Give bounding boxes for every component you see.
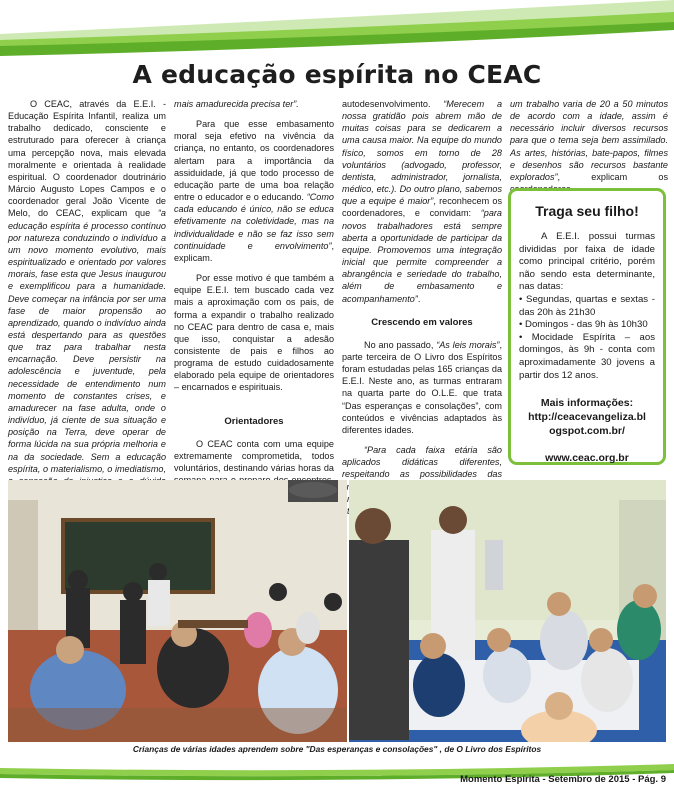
section-heading: Orientadores xyxy=(224,415,284,427)
text: autodesenvolvimento. xyxy=(342,99,444,109)
info-contact xyxy=(519,396,655,438)
text: . xyxy=(417,293,421,304)
quote: “Merecem a nossa gratidão pois abrem mão de muitas coisas para se dedicarem a uma causa maior. Na equipe do mundo físico, somos em torno de 28 voluntários (advogado, professor, dentista, administrador, jornalista, médico, etc.). Do outro plano, sabemos que a equipe é maior” xyxy=(342,99,503,207)
info-label: Mais informações: xyxy=(540,397,634,410)
quote: “a educação espírita é processo contínuo por natureza conduzindo o indivíduo a um novo momento evolutivo, mais espiritualizado e orientado por valores morais, fase esta que Jesus inaugurou e exemplificou para a humanidade. Deve começar na infância por ser uma fase de maior propensão ao aprendizado, quando o indivíduo ainda está despertando para as questões que traz para trabalhar nesta encarnação. Deve persistir na adolescência e juventude, pela necessidade de entendimento num momento de constantes crises, e amadurecer na fase adulta, onde o indivíduo, já ciente de sua situação e posição na Terra, deve operar de forma lúcida na sua própria melhoria e na da sociedade. Sem a educação espírita, o materialismo, o imediatismo, xyxy=(8,208,166,474)
text: , reconhecem os coordenadores, e convidam: xyxy=(342,196,503,219)
paragraph: Por esse motivo é que também a equipe E.E.I. tem buscado cada vez mais a aproximação com os pais, de forma a expandir o trabalho realizado no CEAC para dentro de casa e, mais que isso, conquistar a adesão consistente de pais e filhos ao programa de estudo cuidadosamente elaborado pela equipe de orientadores – encarnados e espirituais. xyxy=(174,273,334,393)
paragraph xyxy=(8,98,166,523)
paragraph xyxy=(174,118,334,264)
classroom-photo-left xyxy=(8,480,347,742)
classroom-photo-right xyxy=(349,480,666,742)
text: O CEAC, através da E.E.I. - Educação Espírita Infantil, realiza um trabalho dedicado, consciente e estruturado para oferecer à criança uma percepção nova, mais elevada moralmente e orientada à realidade espiritual. O coordenador doutrinário Márcio Augusto Lopes Campos e o coordenador geral João Vicente de Melo, do CEAC, explicam que xyxy=(8,99,166,219)
info-intro: A E.E.I. possui turmas divididas por faixa de idade como principal critério, porém não sendo esta determinante, nas datas: xyxy=(519,231,655,293)
photo-caption: Crianças de várias idades aprendem sobre "Das esperanças e consolações" , de O Livro dos Espíritos xyxy=(132,744,542,754)
paragraph: “Para cada faixa etária são aplicados didáticas diferentes, respeitando as possibilidades das xyxy=(342,445,502,480)
text: No ano passado, xyxy=(364,339,437,350)
text: , parte terceira de O Livro dos Espíritos foram estudadas pelas 165 crianças da E.E.I. Neste ano, as turmas entraram na quarta parte do O.L.E. que trata “Das esperanças e consolações”, com conteúdos e vivências adaptados às diferentes idades. xyxy=(342,339,502,435)
info-box-text xyxy=(519,231,655,382)
schedule-item: • Mocidade Espírita – aos domingos, às 9h - conta com aproximadamente 30 jovens a partir dos 12 anos. xyxy=(519,331,655,381)
paragraph: O CEAC conta com uma equipe extremamente comprometida, todos voluntários, destinando várias horas da xyxy=(174,438,334,474)
quote: “As leis morais” xyxy=(436,339,500,350)
quote: mais amadurecida precisa ter”. xyxy=(174,99,299,109)
paragraph xyxy=(174,98,334,110)
quote: “Como cada educando é único, não se educa efetivamente na coletividade, mas na individualidade e não se faz isso sem continuidade e envolvimento” xyxy=(174,192,334,251)
page-footer: Momento Espírita - Setembro de 2015 - Pág. 9 xyxy=(460,774,666,785)
blog-link[interactable]: http://ceacevangeliza.blogspot.com.br/ xyxy=(528,411,646,438)
text: , explicam. xyxy=(174,240,334,263)
quote: um trabalho varia de 20 a 50 minutos de acordo com a idade, assim é necessário incluir diversos recursos para que o tema seja bem assimilado. As artes, histórias, bate-papos, filmes e desenhos são recursos bastante explorados” xyxy=(510,99,668,182)
header-band xyxy=(0,0,674,56)
schedule-item: • Segundas, quartas e sextas - das 20h às 21h30 xyxy=(519,293,655,318)
website-link[interactable]: www.ceac.org.br xyxy=(545,452,629,465)
article-title: A educação espírita no CEAC xyxy=(132,60,542,89)
schedule-item: • Domingos - das 9h às 10h30 xyxy=(519,319,648,331)
quote: “para novos trabalhadores está sempre aberta a oportunidade de participar da equipe. Promovemos uma integração inicial que permite compreender a abrangência e seriedade do trabalho, além de embasamento e acompanhamento” xyxy=(342,208,502,304)
article-column-2 xyxy=(174,98,334,519)
text: , explicam os xyxy=(557,171,668,182)
info-box-title: Traga seu filho! xyxy=(535,203,639,219)
section-heading: Crescendo em valores xyxy=(371,316,473,328)
article-column-3 xyxy=(342,98,502,525)
text: Para que esse embasamento moral seja efetivo na vivência da criança, no entanto, os coordenadores alertam para a importância da assiduidade, já que todo processo de educação parte de uma boa relação entre o educador e o educando. xyxy=(174,119,334,203)
paragraph xyxy=(342,339,502,436)
paragraph xyxy=(510,98,668,195)
info-box xyxy=(508,188,666,465)
paragraph xyxy=(342,98,502,305)
article-column-1 xyxy=(8,98,166,531)
